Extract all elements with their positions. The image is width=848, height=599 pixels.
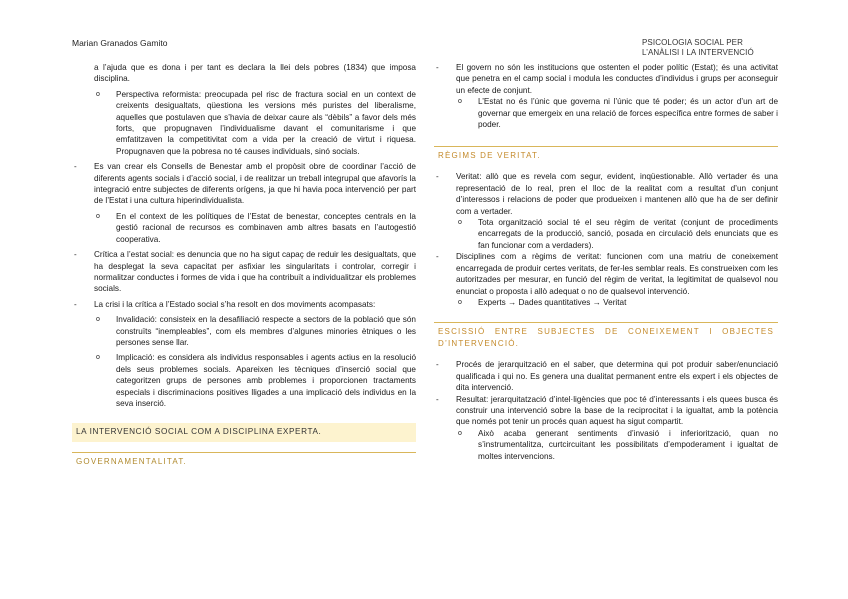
list-item xyxy=(434,62,778,96)
list-item xyxy=(434,359,778,393)
circle-bullet: o xyxy=(96,354,100,362)
dash-bullet: - xyxy=(74,162,77,172)
list-item xyxy=(434,251,778,297)
list-item xyxy=(72,352,416,409)
list-item xyxy=(72,249,416,295)
list-item-text: L’Estat no és l’únic que governa ni l’únic que té poder; és un actor d’un art de governar que emergeix en una relació de forces específica entre formes de saber i poder. xyxy=(478,97,778,130)
intro-paragraph: a l’ajuda que es dona i per tant es declara la llei dels pobres (1834) que imposa disciplina. xyxy=(94,63,416,84)
dash-bullet: - xyxy=(74,250,77,260)
list-item-text: Resultat: jerarquitatzació d’intel·ligències que poc té d’interessants i els quees busca és construir una intervenció sobre la base de la reciprocitat i la igualtat, amb la potència que només pot tenir un procés quan aquest ha sigut compartit. xyxy=(456,394,778,427)
list-item xyxy=(72,314,416,348)
list-item xyxy=(72,299,416,310)
author-name: Marian Granados Gamito xyxy=(72,38,168,48)
dash-bullet: - xyxy=(436,63,439,72)
list-item-text: Implicació: es considera als individus responsables i agents actius en la resolució dels seus problemes socials. Apareixen les tècniques d’inserció social que categoritzen grups de persones amb problemes i proporcionen tractaments especials i discriminacions positives lligades a una implicació dels individus en la seva inserció. xyxy=(116,353,416,408)
dash-bullet: - xyxy=(74,299,77,309)
list-item xyxy=(434,171,778,217)
section-heading: RÈGIMS DE VERITAT. xyxy=(434,146,778,165)
list-item xyxy=(434,96,778,130)
list-item-text: Veritat: allò que es revela com segur, evident, inqüestionable. Allò vertader és una representació de lo real, pren el lloc de la realitat com a resultat d’un conjunt d’interessos i relacions de poder que produeixen i mantenen allò que ha de ser definir com a vertader. xyxy=(456,172,778,216)
list-item-text: Invalidació: consisteix en la desafiliació respecte a sectors de la població que són construïts “inempleables”, com els membres d’algunes minories ètniques o les persones sense llar. xyxy=(116,315,416,347)
dash-bullet: - xyxy=(436,394,439,404)
list-item-text: Tota organització social té el seu règim de veritat (conjunt de procediments encarregats de la producció, sanció, posada en circulació dels enunciats que es fan funcionar com a verdaders). xyxy=(478,218,778,250)
left-column xyxy=(72,62,416,476)
list-item-text: La crisi i la crítica a l’Estado social s’ha resolt en dos moviments acompasats: xyxy=(94,299,376,309)
list-item-text: Crítica a l’estat social: es denuncia que no ha sigut capaç de reduir les desigualtats, que ha desplegat la seva capacitat per asfixiar les singularitats i controlar, corregir i normalitzar conductes i formes de vida i que ha contribuït a individualitzar els problemes socials. xyxy=(94,250,416,294)
list-item-text: Es van crear els Consells de Benestar amb el propòsit obre de coordinar l’acció de diferents agents socials i d’acció social, i de realitzar un treball integrupal que afavorís la integració entre subjectes de diferents orígens, ja que hi havia poca intervenció per part de l’Estat i una cultura hiperindividualista. xyxy=(94,162,416,206)
list-item-text: En el context de les polítiques de l’Estat de benestar, conceptes centrals en la gestió racional de recursos es combinaven amb altres basats en l’autogestió cooperativa. xyxy=(116,211,416,244)
section-heading: GOVERNAMENTALITAT. xyxy=(72,452,416,470)
circle-bullet: o xyxy=(96,316,100,324)
circle-bullet: o xyxy=(458,219,462,227)
list-item xyxy=(434,428,778,462)
right-column xyxy=(434,62,778,462)
list-item xyxy=(434,297,778,308)
list-item-text: Perspectiva reformista: preocupada pel risc de fractura social en un context de creixents desigualtats, qüestiona les versions més puristes del liberalisme, aquelles que postulaven que s’havia de deixar caure als “dèbils” a favor dels més forts, que propugnaven l’individualisme davant el comunitarisme i que emfatitzaven la competitivitat com a vida per la creació de virtut i riquesa. Propugnaven que la pobresa no té causes individuals, sinó socials. xyxy=(116,89,416,156)
list-item-text: Experts → Dades quantitatives → Veritat xyxy=(478,297,627,307)
title-line-1: PSICOLOGIA SOCIAL PER xyxy=(642,38,743,47)
circle-bullet: o xyxy=(96,90,100,98)
list-item xyxy=(434,217,778,251)
circle-bullet: o xyxy=(96,212,100,220)
list-item-text: Procés de jerarquització en el saber, que determina qui pot produir saber/enunciació qualificada i qui no. Es genera una dualitat permanent entre els expert i els objectes de dita intervenció. xyxy=(456,360,778,393)
list-item-text: Això acaba generant sentiments d’invasió i inferiorització, quan no s’instrumentalitza, curtcircuitant les possibilitats d’empoderament i igualtat de moltes intervencions. xyxy=(478,428,778,461)
list-item-text: Disciplines com a règims de veritat: funcionen com una matriu de coneixement encarregada de produir certes veritats, de fer-les semblar reals. Es construeixen com les autoritzades per mesurar, en funció del règim de veritat, la legitimitat de qualsevol nou enunciat o proposta i allò adequat o no de qualsevol intervenció. xyxy=(456,252,778,296)
list-item xyxy=(434,394,778,428)
dash-bullet: - xyxy=(436,172,439,182)
circle-bullet: o xyxy=(458,98,462,106)
title-line-2: L’ANÀLISI I LA INTERVENCIÓ xyxy=(642,48,754,57)
section-heading: ESCISSIÓ ENTRE SUBJECTES DE CONEIXEMENT I OBJECTES D’INTERVENCIÓ. xyxy=(434,322,778,353)
list-item xyxy=(72,161,416,207)
section-heading: LA INTERVENCIÓ SOCIAL COM A DISCIPLINA EXPERTA. xyxy=(72,423,416,441)
list-item-text: El govern no són les institucions que ostenten el poder polític (Estat); és una activitat que penetra en el camp social i modula les conductes d’individus i grups per aconseguir un efecte de conjunt. xyxy=(456,63,778,95)
list-item xyxy=(72,89,416,157)
dash-bullet: - xyxy=(436,360,439,370)
circle-bullet: o xyxy=(458,429,462,437)
dash-bullet: - xyxy=(436,252,439,262)
document-title xyxy=(642,38,754,58)
circle-bullet: o xyxy=(458,298,462,306)
list-item xyxy=(72,211,416,245)
